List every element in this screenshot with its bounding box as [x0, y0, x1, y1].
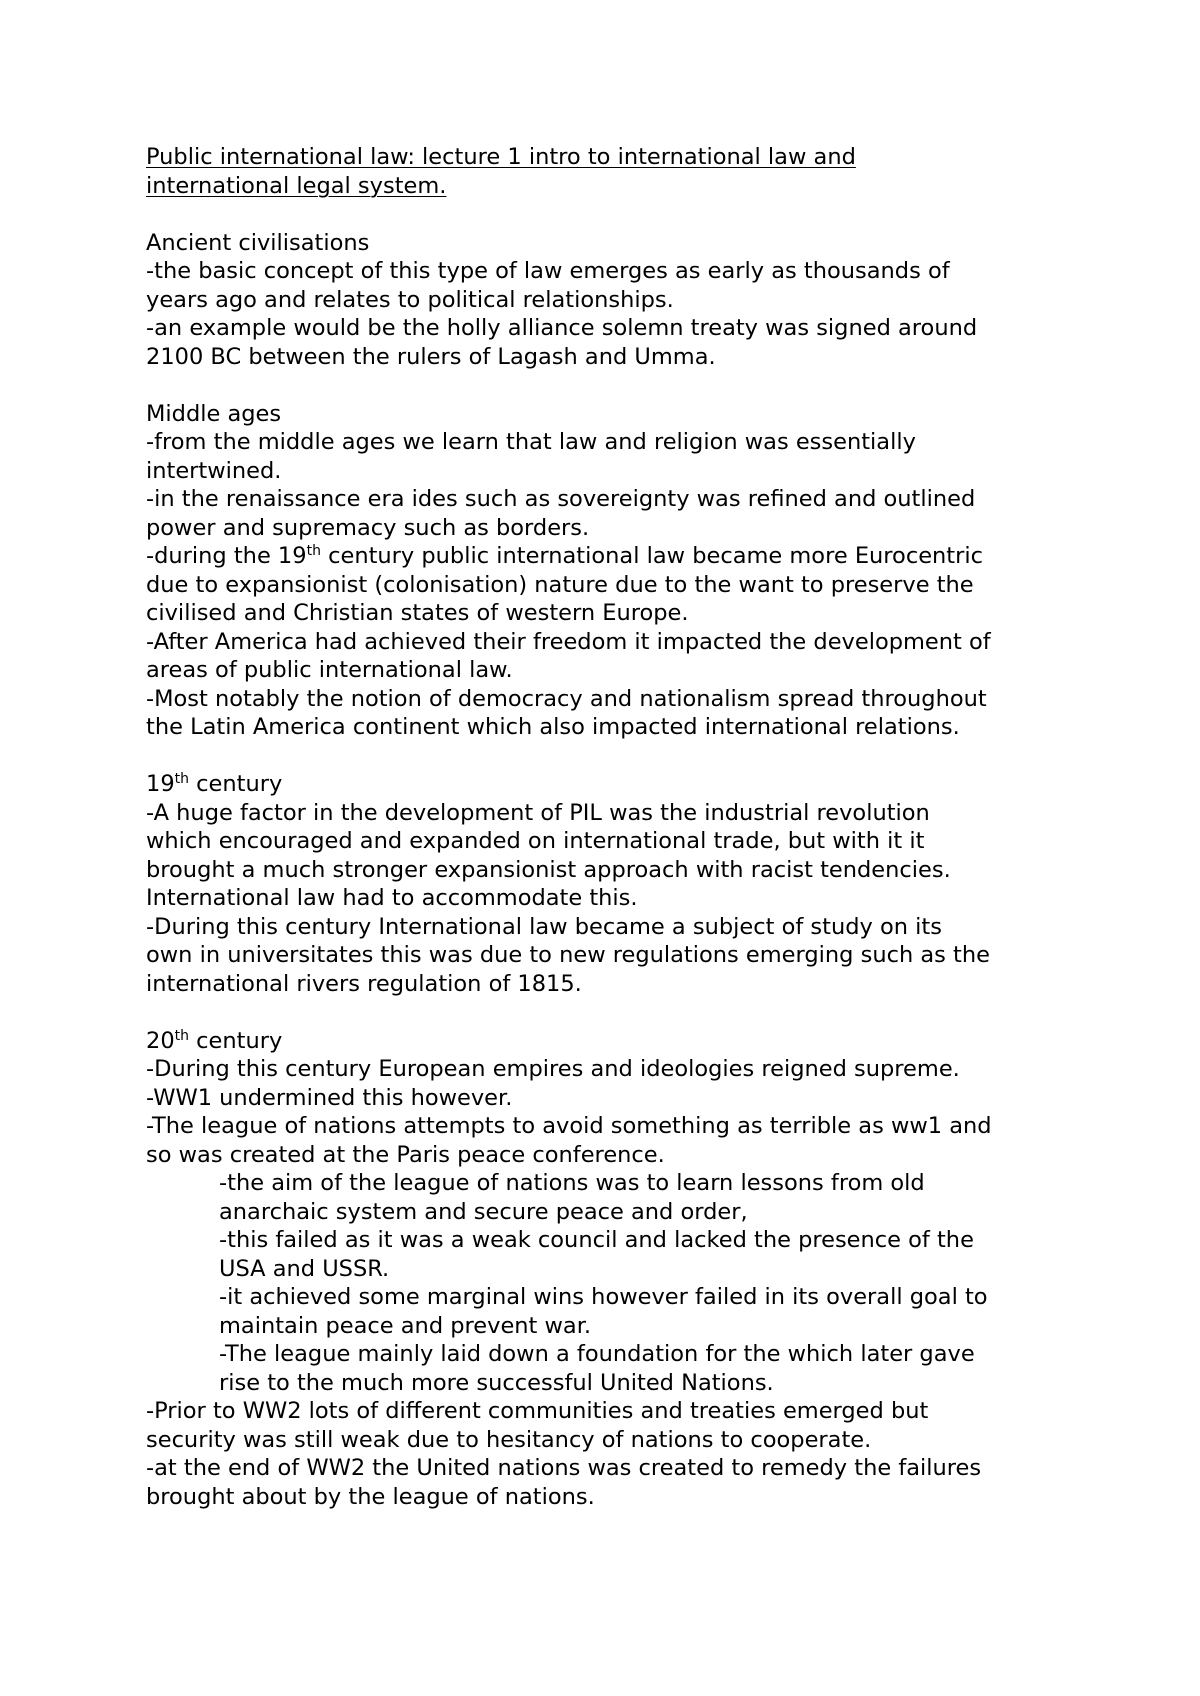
body-line: -an example would be the holly alliance solemn treaty was signed around: [146, 315, 978, 341]
body-line: international rivers regulation of 1815.: [146, 970, 582, 997]
heading-text: 20: [146, 1027, 175, 1054]
title-line-2: international legal system.: [146, 172, 447, 199]
document-page: [146, 143, 1086, 1511]
body-line: -WW1 undermined this however.: [146, 1084, 513, 1111]
superscript: th: [306, 543, 321, 559]
indented-line: -The league mainly laid down a foundation for the which later gave: [219, 1341, 975, 1367]
body-line: -The league of nations attempts to avoid something as terrible as ww1 and: [146, 1113, 992, 1139]
body-line: -in the renaissance era ides such as sovereignty was refined and outlined: [146, 486, 976, 512]
indented-line: maintain peace and prevent war.: [219, 1312, 592, 1339]
body-line: brought a much stronger expansionist approach with racist tendencies.: [146, 856, 951, 883]
body-text: -during the 19: [146, 543, 307, 569]
body-line: -Most notably the notion of democracy and nationalism spread throughout: [146, 685, 987, 712]
body-line: own in universitates this was due to new regulations emerging such as the: [146, 942, 990, 968]
indented-line: anarchaic system and secure peace and order,: [219, 1198, 748, 1225]
body-line: due to expansionist (colonisation) nature due to the want to preserve the: [146, 571, 974, 598]
body-line: -After America had achieved their freedom it impacted the development of: [146, 628, 991, 655]
section-20th-century: [146, 1027, 1086, 1512]
body-line: International law had to accommodate this.: [146, 885, 638, 911]
title-line-1: Public international law: lecture 1 intro to international law and: [146, 144, 856, 170]
body-text: century public international law became more Eurocentric: [320, 543, 983, 569]
section-ancient-civilisations: [146, 229, 1086, 372]
body-line: -at the end of WW2 the United nations was created to remedy the failures: [146, 1455, 982, 1481]
indented-line: -this failed as it was a weak council and lacked the presence of the: [219, 1227, 974, 1253]
body-line: -A huge factor in the development of PIL was the industrial revolution: [146, 799, 930, 826]
body-line: [146, 542, 1086, 571]
heading-text: century: [189, 1027, 283, 1054]
section-heading: Ancient civilisations: [146, 229, 370, 256]
body-line: power and supremacy such as borders.: [146, 514, 590, 541]
heading-text: 19: [146, 771, 175, 797]
body-line: civilised and Christian states of western Europe.: [146, 600, 689, 626]
body-line: -from the middle ages we learn that law and religion was essentially: [146, 429, 916, 455]
body-line: 2100 BC between the rulers of Lagash and Umma.: [146, 343, 716, 370]
body-line: which encouraged and expanded on international trade, but with it it: [146, 828, 925, 854]
superscript: th: [174, 771, 190, 787]
indented-line: -the aim of the league of nations was to learn lessons from old: [219, 1170, 925, 1196]
document-title: [146, 143, 1086, 200]
heading-text: century: [189, 771, 283, 797]
section-heading: [146, 770, 1086, 799]
section-heading: Middle ages: [146, 400, 282, 427]
indented-line: rise to the much more successful United Nations.: [219, 1369, 774, 1396]
body-line: intertwined.: [146, 457, 282, 484]
body-line: the Latin America continent which also impacted international relations.: [146, 714, 960, 740]
indented-line: -it achieved some marginal wins however failed in its overall goal to: [219, 1284, 988, 1310]
body-line: areas of public international law.: [146, 657, 513, 683]
body-line: security was still weak due to hesitancy of nations to cooperate.: [146, 1426, 872, 1453]
body-line: -Prior to WW2 lots of different communities and treaties emerged but: [146, 1398, 929, 1424]
body-line: so was created at the Paris peace conference.: [146, 1141, 665, 1168]
body-line: -During this century International law became a subject of study on its: [146, 913, 942, 940]
section-middle-ages: [146, 400, 1086, 742]
body-line: -During this century European empires and ideologies reigned supreme.: [146, 1056, 960, 1082]
section-19th-century: [146, 770, 1086, 998]
section-heading: [146, 1027, 1086, 1056]
indented-line: USA and USSR.: [219, 1255, 390, 1282]
body-line: years ago and relates to political relationships.: [146, 286, 674, 313]
body-line: brought about by the league of nations.: [146, 1483, 595, 1510]
superscript: th: [174, 1027, 190, 1044]
body-line: -the basic concept of this type of law emerges as early as thousands of: [146, 258, 950, 284]
